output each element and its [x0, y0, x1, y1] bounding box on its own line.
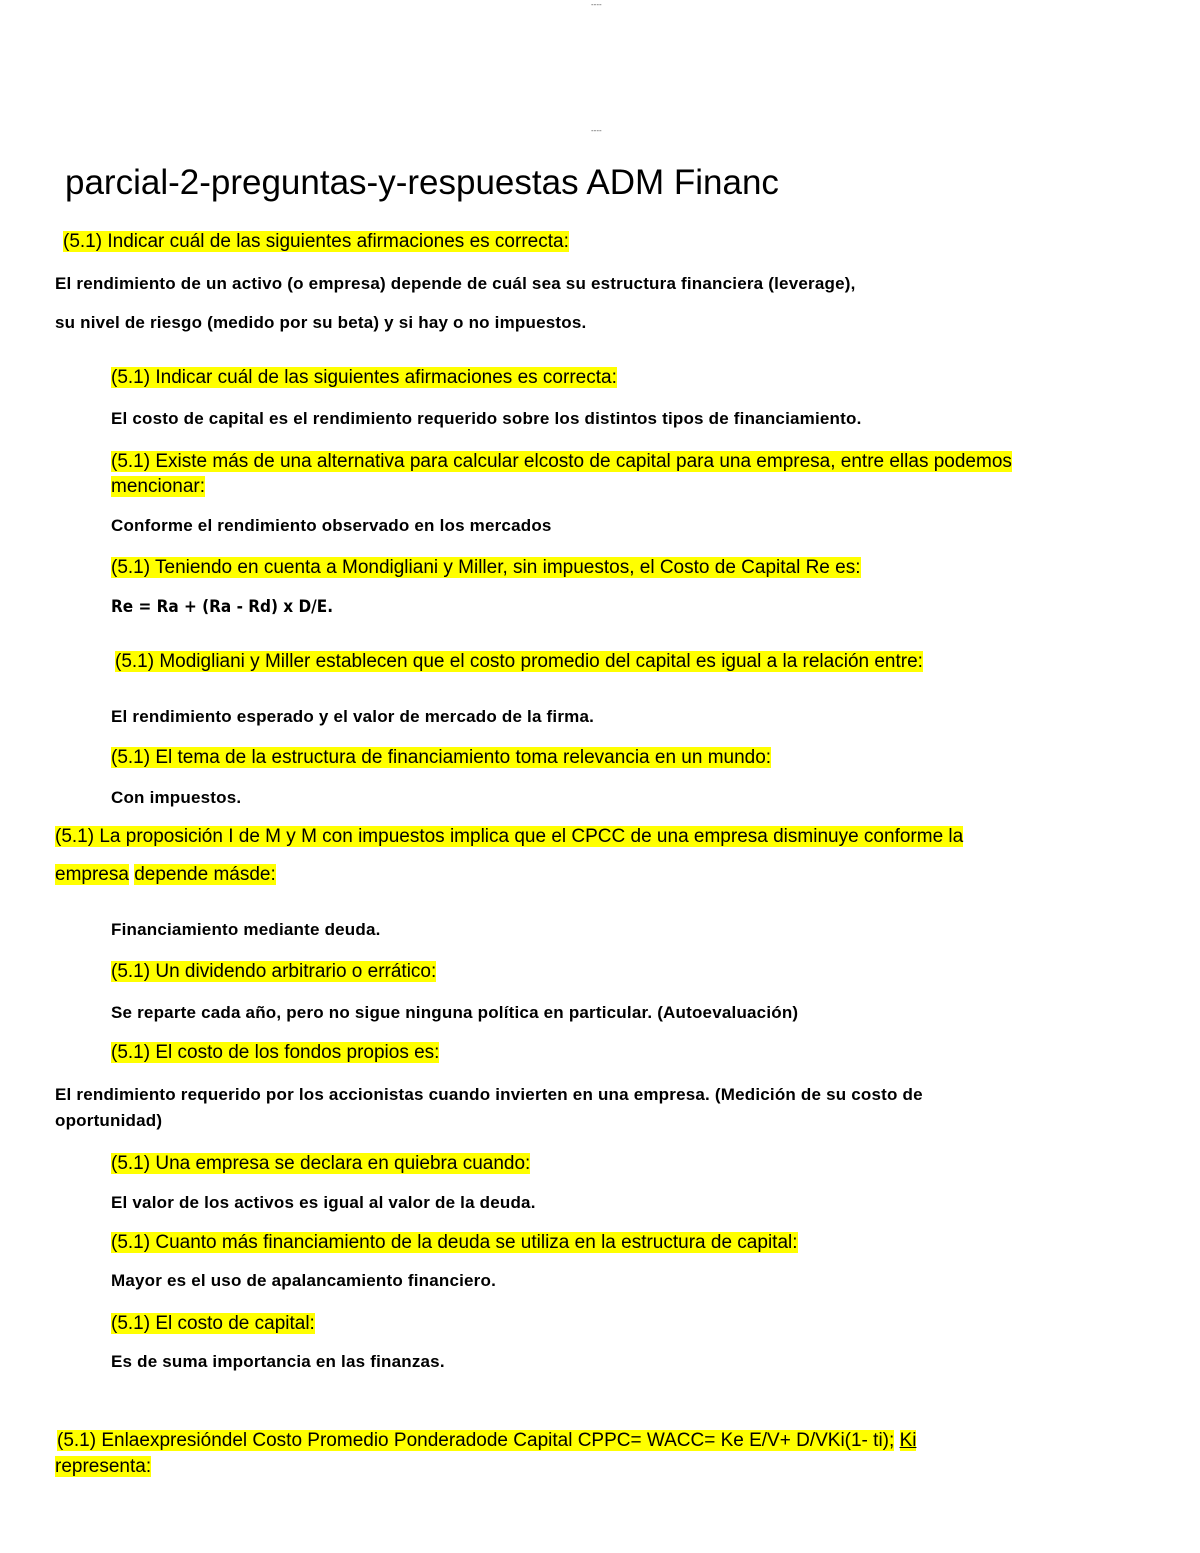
answer-2: El costo de capital es el rendimiento requerido sobre los distintos tipos de financiamiento.: [111, 409, 862, 428]
question-13-ki-term: Ki: [899, 1430, 917, 1451]
question-3-line-2: mencionar:: [111, 476, 205, 497]
question-7-line-2b: depende másde:: [134, 864, 276, 885]
answer-6: Con impuestos.: [111, 788, 242, 807]
question-4: (5.1) Teniendo en cuenta a Mondigliani y Miller, sin impuestos, el Costo de Capital Re es:: [111, 557, 861, 578]
answer-7: Financiamiento mediante deuda.: [111, 920, 381, 939]
answer-8: Se reparte cada año, pero no sigue ninguna política en particular. (Autoevaluación): [111, 1003, 799, 1022]
question-6: (5.1) El tema de la estructura de financiamiento toma relevancia en un mundo:: [111, 747, 772, 768]
question-10: (5.1) Una empresa se declara en quiebra cuando:: [111, 1153, 531, 1174]
question-13-line-1: (5.1) Enlaexpresióndel Costo Promedio Ponderadode Capital CPPC= WACC= Ke E/V+ D/VKi(1- ti);: [57, 1430, 895, 1451]
question-7-line-2a: empresa: [55, 864, 129, 885]
question-3-line-1: (5.1) Existe más de una alternativa para calcular elcosto de capital para una empresa, entre ellas podemos: [111, 451, 1012, 472]
header-mark-top: ----: [591, 0, 602, 9]
answer-11: Mayor es el uso de apalancamiento financiero.: [111, 1271, 497, 1290]
answer-9-line-2: oportunidad): [55, 1111, 163, 1130]
answer-3: Conforme el rendimiento observado en los mercados: [111, 516, 552, 535]
answer-9-line-1: El rendimiento requerido por los accionistas cuando invierten en una empresa. (Medición de su costo de: [55, 1085, 923, 1104]
answer-5: El rendimiento esperado y el valor de mercado de la firma.: [111, 707, 595, 726]
question-11: (5.1) Cuanto más financiamiento de la deuda se utiliza en la estructura de capital:: [111, 1232, 798, 1253]
document-title: parcial-2-preguntas-y-respuestas ADM Financ: [65, 163, 779, 202]
question-5: (5.1) Modigliani y Miller establecen que el costo promedio del capital es igual a la relación entre:: [115, 651, 923, 672]
question-7-line-1: (5.1) La proposición I de M y M con impuestos implica que el CPCC de una empresa disminuye conforme la: [55, 826, 964, 847]
question-9: (5.1) El costo de los fondos propios es:: [111, 1042, 440, 1063]
answer-1-line-1: El rendimiento de un activo (o empresa) depende de cuál sea su estructura financiera (leverage),: [55, 274, 856, 293]
question-13-line-2: representa:: [55, 1456, 152, 1477]
question-2: (5.1) Indicar cuál de las siguientes afirmaciones es correcta:: [111, 367, 617, 388]
answer-12: Es de suma importancia en las finanzas.: [111, 1352, 445, 1371]
answer-1-line-2: su nivel de riesgo (medido por su beta) y si hay o no impuestos.: [55, 313, 587, 332]
question-12: (5.1) El costo de capital:: [111, 1313, 315, 1334]
question-1: (5.1) Indicar cuál de las siguientes afirmaciones es correcta:: [63, 231, 569, 252]
answer-10: El valor de los activos es igual al valor de la deuda.: [111, 1193, 536, 1212]
question-8: (5.1) Un dividendo arbitrario o errático:: [111, 961, 437, 982]
answer-4-formula: Re = Ra + (Ra - Rd) x D/E.: [111, 597, 334, 617]
header-mark-mid: ----: [591, 126, 602, 135]
